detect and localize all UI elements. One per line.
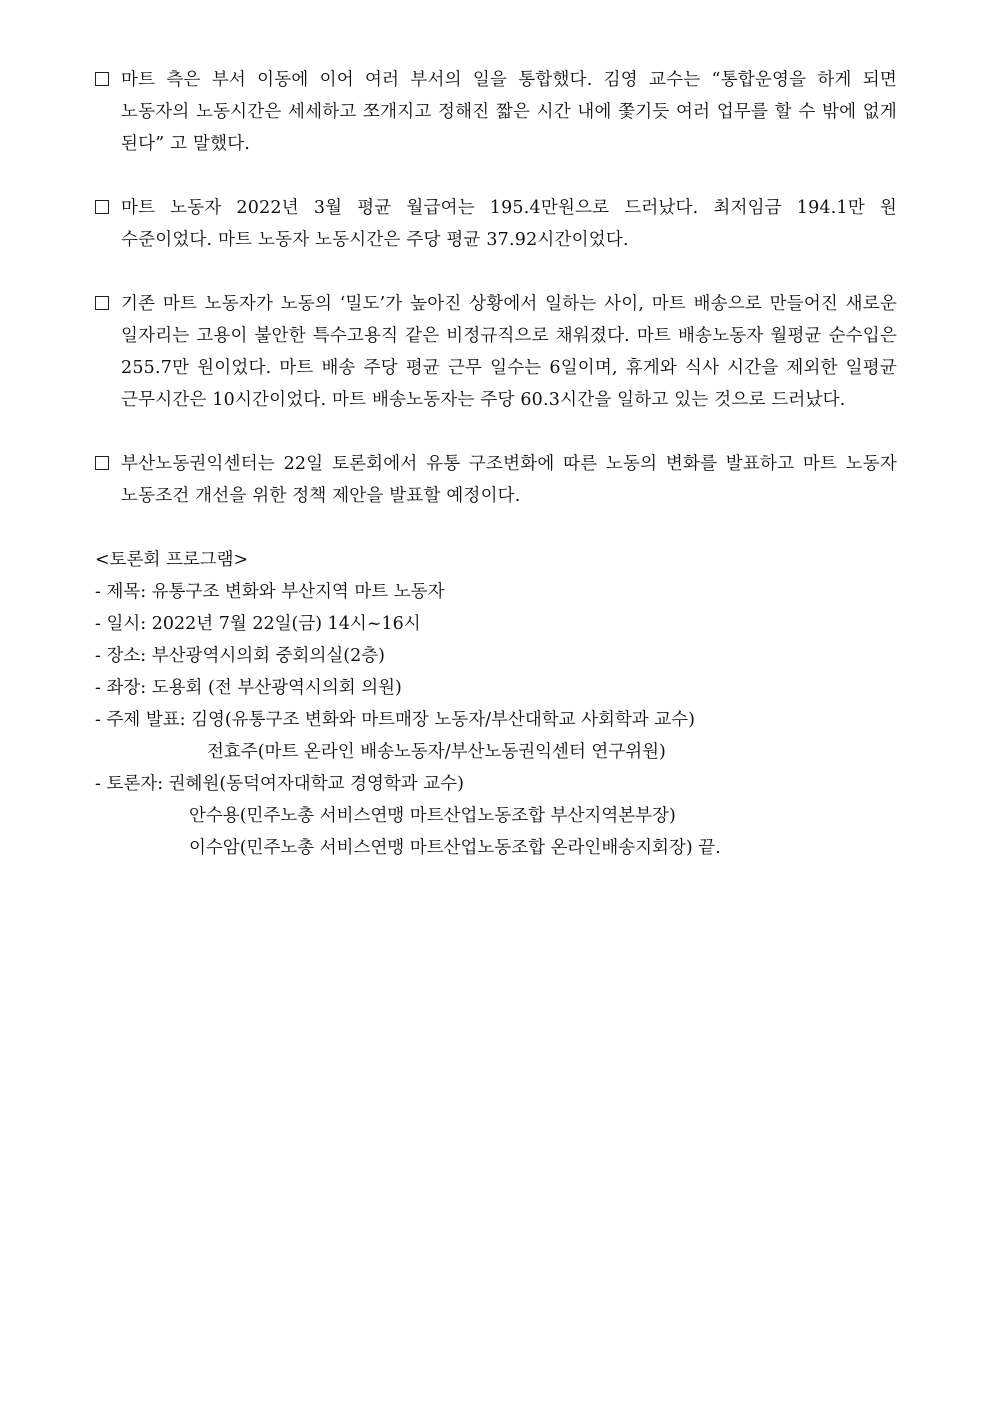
program-presentation-2: 전효주(마트 온라인 배송노동자/부산노동권익센터 연구위원) (207, 742, 666, 762)
paragraph-4 (95, 448, 897, 512)
checkbox-bullet-icon (95, 200, 109, 214)
paragraph-text: 마트 노동자 2022년 3월 평균 월급여는 195.4만원으로 드러났다. 최저임금 194.1만 원 수준이었다. 마트 노동자 노동시간은 주당 평균 37.92시간이었다. (121, 198, 897, 250)
program-place: - 장소: 부산광역시의회 중회의실(2층) (95, 646, 385, 666)
paragraph-2 (95, 192, 897, 256)
program-section (95, 544, 897, 864)
program-panel-2: 안수용(민주노총 서비스연맹 마트산업노동조합 부산지역본부장) (189, 806, 676, 826)
paragraph-3 (95, 288, 897, 416)
checkbox-bullet-icon (95, 456, 109, 470)
program-heading: <토론회 프로그램> (95, 550, 249, 570)
program-panel-3: 이수암(민주노총 서비스연맹 마트산업노동조합 온라인배송지회장) 끝. (189, 838, 721, 858)
program-presentation-1: - 주제 발표: 김영(유통구조 변화와 마트매장 노동자/부산대학교 사회학과 교수) (95, 710, 695, 730)
program-title: - 제목: 유통구조 변화와 부산지역 마트 노동자 (95, 582, 445, 602)
paragraph-text: 기존 마트 노동자가 노동의 ‘밀도’가 높아진 상황에서 일하는 사이, 마트 배송으로 만들어진 새로운 일자리는 고용이 불안한 특수고용직 같은 비정규직으로 채워졌다. 마트 배송노동자 월평균 순수입은 255.7만 원이었다. 마트 배송 주당 평균 근무 일수는 6일이며, 휴게와 식사 시간을 제외한 일평균 근무시간은 10시간이었다. 마트 배송노동자는 주당 60.3시간을 일하고 있는 것으로 드러났다. (121, 294, 897, 410)
program-panel-1: - 토론자: 권혜원(동덕여자대학교 경영학과 교수) (95, 774, 464, 794)
paragraph-text: 마트 측은 부서 이동에 이어 여러 부서의 일을 통합했다. 김영 교수는 “통합운영을 하게 되면 노동자의 노동시간은 세세하고 쪼개지고 정해진 짧은 시간 내에 쫓기듯 여러 업무를 할 수 밖에 없게 된다” 고 말했다. (121, 70, 897, 154)
checkbox-bullet-icon (95, 72, 109, 86)
document-page (95, 64, 897, 864)
checkbox-bullet-icon (95, 296, 109, 310)
paragraph-text: 부산노동권익센터는 22일 토론회에서 유통 구조변화에 따른 노동의 변화를 발표하고 마트 노동자 노동조건 개선을 위한 정책 제안을 발표할 예정이다. (121, 454, 897, 506)
paragraph-1 (95, 64, 897, 160)
program-chair: - 좌장: 도용회 (전 부산광역시의회 의원) (95, 678, 402, 698)
program-date: - 일시: 2022년 7월 22일(금) 14시~16시 (95, 614, 421, 634)
